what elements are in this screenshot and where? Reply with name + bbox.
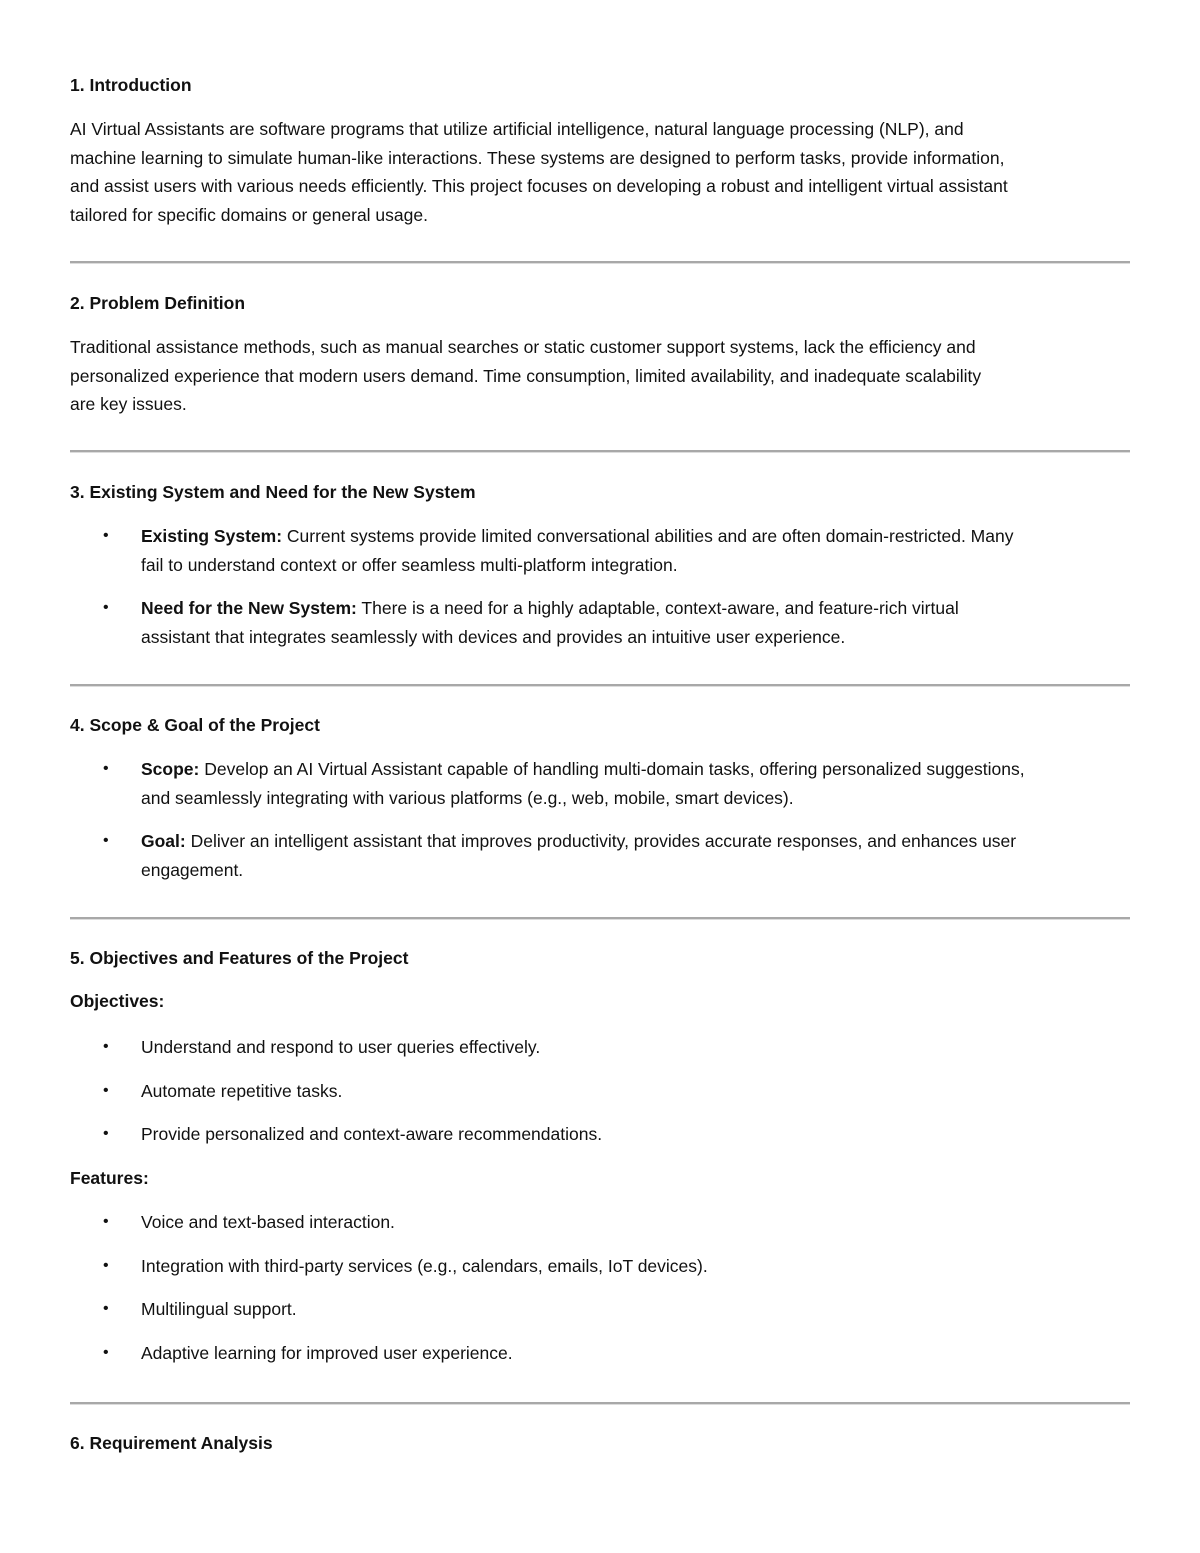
- list-item: [70, 1033, 1132, 1062]
- list-item: [70, 755, 1132, 812]
- paragraph-line: tailored for specific domains or general usage.: [70, 204, 428, 225]
- item-text: Deliver an intelligent assistant that improves productivity, provides accurate responses, and enhances user: [185, 831, 1017, 851]
- bullet-icon: •: [103, 1300, 109, 1317]
- section-heading-scope-goal: 4. Scope & Goal of the Project: [70, 715, 320, 735]
- section-heading-introduction: 1. Introduction: [70, 75, 192, 95]
- list-item: [70, 827, 1132, 884]
- section-heading-objectives-features: 5. Objectives and Features of the Project: [70, 948, 409, 968]
- list-item: [70, 1252, 1132, 1281]
- existing-system-list: [70, 522, 1132, 651]
- bullet-icon: •: [103, 832, 109, 849]
- list-item: [70, 1208, 1132, 1237]
- list-item: [70, 1339, 1132, 1368]
- bullet-icon: •: [103, 527, 109, 544]
- bullet-icon: •: [103, 1081, 109, 1099]
- horizontal-divider: [70, 684, 1130, 687]
- item-text: Provide personalized and context-aware recommendations.: [141, 1124, 603, 1144]
- section-heading-existing-system: 3. Existing System and Need for the New System: [70, 482, 476, 502]
- item-text: Current systems provide limited conversational abilities and are often domain-restricted. Many: [282, 526, 1014, 546]
- list-item: [70, 522, 1132, 579]
- bullet-icon: •: [103, 1213, 109, 1230]
- bullet-icon: •: [103, 1343, 109, 1361]
- list-item: [70, 1077, 1132, 1106]
- item-label: Goal:: [141, 831, 186, 851]
- bullet-icon: •: [103, 599, 109, 616]
- item-text: and seamlessly integrating with various platforms (e.g., web, mobile, smart devices).: [141, 787, 794, 808]
- item-label: Need for the New System:: [141, 598, 357, 618]
- item-text: Voice and text-based interaction.: [141, 1212, 395, 1232]
- section-heading-requirement-analysis: 6. Requirement Analysis: [70, 1433, 273, 1453]
- horizontal-divider: [70, 917, 1130, 920]
- list-item: [70, 594, 1132, 651]
- paragraph-line: personalized experience that modern users demand. Time consumption, limited availability, and inadequate scalability: [70, 365, 982, 386]
- item-text: Integration with third-party services (e.g., calendars, emails, IoT devices).: [141, 1255, 708, 1276]
- paragraph-line: machine learning to simulate human-like interactions. These systems are designed to perform tasks, provide information,: [70, 147, 1005, 168]
- paragraph-line: are key issues.: [70, 394, 187, 414]
- list-item: [70, 1295, 1132, 1324]
- paragraph-line: AI Virtual Assistants are software programs that utilize artificial intelligence, natural language processing (NLP), and: [70, 119, 964, 139]
- item-text: Multilingual support.: [141, 1299, 297, 1319]
- horizontal-divider: [70, 261, 1130, 264]
- features-list: [70, 1208, 1132, 1367]
- introduction-paragraph: [70, 115, 1132, 229]
- item-text: Understand and respond to user queries effectively.: [141, 1037, 541, 1057]
- problem-definition-paragraph: [70, 333, 1130, 419]
- objectives-label: Objectives:: [70, 991, 165, 1011]
- features-label: Features:: [70, 1168, 149, 1188]
- item-text: engagement.: [141, 859, 244, 880]
- item-text: Automate repetitive tasks.: [141, 1080, 343, 1101]
- item-text: There is a need for a highly adaptable, context-aware, and feature-rich virtual: [356, 598, 959, 618]
- item-text: Adaptive learning for improved user experience.: [141, 1342, 513, 1363]
- section-heading-problem-definition: 2. Problem Definition: [70, 293, 246, 313]
- item-label: Scope:: [141, 759, 200, 779]
- bullet-icon: •: [103, 1256, 109, 1274]
- bullet-icon: •: [103, 1125, 109, 1142]
- objectives-list: [70, 1033, 1132, 1149]
- item-text: fail to understand context or offer seamless multi-platform integration.: [141, 554, 678, 575]
- horizontal-divider: [70, 450, 1130, 453]
- item-text: assistant that integrates seamlessly with devices and provides an intuitive user experience.: [141, 626, 846, 647]
- scope-goal-list: [70, 755, 1132, 884]
- bullet-icon: •: [103, 1038, 109, 1055]
- item-text: Develop an AI Virtual Assistant capable of handling multi-domain tasks, offering personalized suggestions,: [199, 759, 1025, 779]
- item-label: Existing System:: [141, 526, 283, 546]
- list-item: [70, 1120, 1132, 1149]
- bullet-icon: •: [103, 760, 109, 777]
- horizontal-divider: [70, 1402, 1130, 1405]
- paragraph-line: Traditional assistance methods, such as manual searches or static customer support systems, lack the efficiency and: [70, 337, 976, 357]
- paragraph-line: and assist users with various needs efficiently. This project focuses on developing a robust and intelligent virtual assistant: [70, 176, 1008, 196]
